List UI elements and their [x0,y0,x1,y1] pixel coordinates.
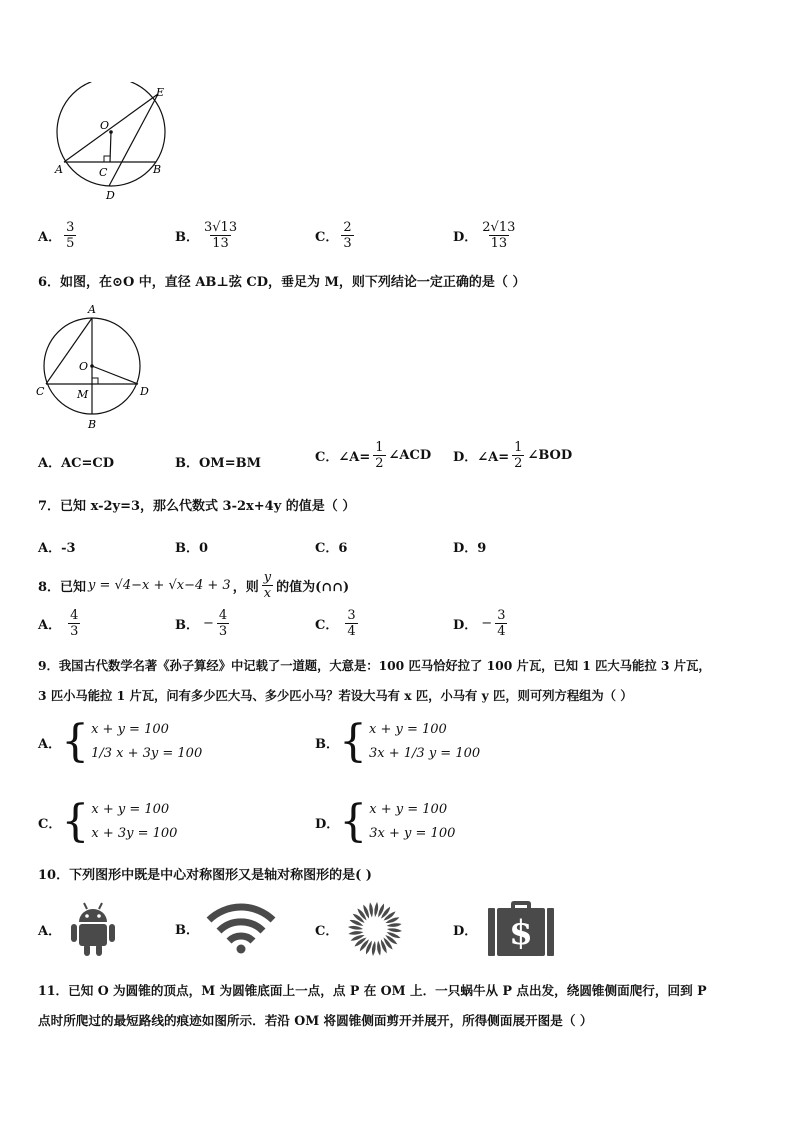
q8-option-a [38,608,83,639]
q9-option-b-letter: B． [315,736,339,752]
q6-option-c-frac [373,440,385,471]
q6-option-d-frac [512,440,524,471]
q10-option-a-letter: A． [38,923,62,939]
q8-stem-frac-den: x [263,586,272,601]
q8-option-b-letter: B． [175,618,199,633]
q5-line-ed [109,94,158,186]
q10-option-d-letter: D． [453,923,478,939]
q6-right-angle [92,378,98,384]
q7-option-b: B．0 [175,541,209,556]
q6-label-m: M [77,388,89,401]
q8-option-c-frac [345,608,357,639]
q5-option-b-den: 13 [212,236,229,251]
q8-option-b-sign: − [203,616,214,631]
q9-option-a [38,718,202,766]
q8-option-d-den: 4 [497,624,506,639]
q7-option-a: A．-3 [38,541,76,556]
q6-option-c-num: 1 [375,440,384,455]
q5-option-c-num: 2 [343,220,352,235]
q5-option-b [175,220,242,251]
q6-option-c-den: 2 [375,456,384,471]
q9-option-d-row2: 3x + y = 100 [369,826,456,841]
sunburst-icon [346,900,404,958]
q8-option-c-letter: C． [315,618,339,633]
q8-option-b-num: 4 [218,608,228,623]
q9-option-d [315,798,455,846]
q6-label-b: B [88,418,97,431]
q8-option-d-letter: D． [453,618,478,633]
q9-option-c-brace: { [61,796,90,847]
q8-option-d-frac [495,608,507,639]
q7-stem: 7．已知 x-2y=3，那么代数式 3-2x+4y 的值是（ ） [38,499,356,514]
q6-option-c [315,440,431,471]
q10-option-c-letter: C． [315,923,339,939]
q5-option-a-den: 5 [66,236,75,251]
q6-option-c-suffix: ∠ACD [388,448,432,463]
q5-chord-ae [64,94,158,162]
wifi-icon [205,900,277,956]
q11-stem-line1: 11．已知 O 为圆锥的顶点，M 为圆锥底面上一点，点 P 在 OM 上．一只蜗牛从 P 点出发，绕圆锥侧面爬行，回到 P [38,983,707,998]
q5-label-c: C [99,166,108,179]
q9-option-d-row1: x + y = 100 [369,802,448,817]
q9-stem-line2: 3 匹小马能拉 1 片瓦，问有多少匹大马、多少匹小马？若设大马有 x 匹，小马有 y 匹，则可列方程组为（ ） [38,688,633,703]
q8-stem-prefix: 8．已知 [38,580,87,595]
sunburst-petal [375,902,379,917]
q9-option-c-letter: C． [38,816,62,832]
q5-option-c-frac [341,220,353,251]
q5-option-c-letter: C． [315,230,339,245]
q8-option-a-num: 4 [70,608,79,623]
q8-option-a-den: 3 [70,624,79,639]
q5-label-d: D [106,189,115,202]
q6-option-a: A．AC=CD [38,456,115,471]
q7-option-d: D．9 [453,541,487,556]
q8-option-d-sign: − [481,616,493,631]
q10-option-a [38,900,119,958]
q5-option-d-frac [480,220,517,251]
q9-option-a-system [61,718,202,766]
q9-option-c [38,798,177,846]
q9-option-a-row1: x + y = 100 [91,722,169,737]
q9-option-c-row2: x + 3y = 100 [91,826,178,841]
q9-option-d-brace: { [339,796,368,847]
q9-option-a-brace: { [61,716,90,767]
q5-option-c-den: 3 [343,236,352,251]
q8-option-b-den: 3 [218,624,228,639]
q6-label-c: C [36,385,45,398]
q10-option-b [175,900,277,956]
q5-option-b-letter: B． [175,230,199,245]
q6-option-d-den: 2 [514,456,523,471]
q6-label-d: D [140,385,149,398]
q9-option-a-letter: A． [38,736,62,752]
q8-option-c [315,608,361,639]
q6-label-o: O [79,360,89,373]
q6-option-d [453,440,572,471]
q8-stem-frac [262,570,273,601]
q5-option-b-frac [202,220,239,251]
q5-option-a-letter: A． [38,230,62,245]
q8-stem-frac-num: y [263,570,272,585]
sunburst-petal [387,928,402,932]
q5-option-d-num: 2√13 [482,220,516,235]
dollar-briefcase-icon [485,900,557,958]
svg-text:$: $ [509,913,534,953]
q9-option-b-row1: x + y = 100 [369,722,447,737]
q8-option-b-frac [217,608,229,639]
q9-option-b-row2: 3x + 1/3 y = 100 [369,746,481,761]
q9-option-b-brace: { [339,716,367,767]
q5-option-d [453,220,520,251]
q6-option-c-prefix: C．∠A= [315,450,371,465]
q10-option-d [453,900,557,958]
q9-option-b [315,718,480,766]
q7-option-c: C．6 [315,541,348,556]
q10-option-b-letter: B． [175,922,199,938]
q8-stem-suffix: 的值为(∩∩) [276,580,350,595]
q5-label-e: E [156,86,165,99]
q8-stem-mid: ，则 [232,580,259,595]
q5-center-dot [109,130,113,134]
q5-option-a-frac [64,220,76,251]
q8-option-d-num: 3 [497,608,506,623]
q9-option-b-system [339,718,480,766]
q8-option-a-frac [68,608,80,639]
q8-expression: y = √4−x + √x−4 + 3 [88,578,231,593]
q5-figure [50,82,175,204]
q10-stem: 10．下列图形中既是中心对称图形又是轴对称图形的是( ) [38,868,372,883]
sunburst-petal [348,926,363,930]
q6-option-d-num: 1 [514,440,523,455]
q8-option-c-den: 4 [347,624,356,639]
q6-line-ac [46,318,92,384]
q5-option-d-letter: D． [453,230,478,245]
q5-option-d-den: 13 [490,236,508,251]
q5-right-angle [104,156,110,162]
q5-option-a [38,220,79,251]
q6-stem: 6．如图，在⊙O 中，直径 AB⊥弦 CD，垂足为 M，则下列结论一定正确的是（ ） [38,275,526,290]
q9-option-d-system [339,798,455,846]
q5-line-oc [110,132,111,162]
q6-center-dot [90,364,94,368]
q6-label-a: A [88,303,96,316]
q11-stem-line2: 点时所爬过的最短路线的痕迹如图所示．若沿 OM 将圆锥侧面剪开并展开，所得侧面展开图是（ ） [38,1013,593,1028]
q5-option-c [315,220,357,251]
q8-stem [38,570,349,601]
q8-option-a-letter: A． [38,618,62,633]
q6-line-od [92,366,138,384]
q8-option-b [175,608,232,639]
q5-label-a: A [55,163,63,176]
q5-option-b-num: 3√13 [204,220,238,235]
android-icon [67,900,119,958]
q9-option-c-system [61,798,177,846]
q5-label-o: O [100,119,110,132]
q9-option-a-row2: 1/3 x + 3y = 100 [91,746,203,761]
q9-stem-line1: 9．我国古代数学名著《孙子算经》中记载了一道题，大意是：100 匹马恰好拉了 100 片瓦，已知 1 匹大马能拉 3 片瓦， [38,658,711,673]
q8-option-c-num: 3 [347,608,356,623]
sunburst-petal [372,941,376,956]
q8-option-d [453,608,510,639]
q6-option-b: B．OM=BM [175,456,261,471]
q6-option-d-suffix: ∠BOD [527,448,573,463]
q9-option-c-row1: x + y = 100 [91,802,170,817]
q9-option-d-letter: D． [315,816,340,832]
q5-label-b: B [153,163,162,176]
q6-option-d-prefix: D．∠A= [453,450,510,465]
q6-figure [34,302,154,432]
q10-option-c [315,900,404,958]
q5-option-a-num: 3 [66,220,75,235]
